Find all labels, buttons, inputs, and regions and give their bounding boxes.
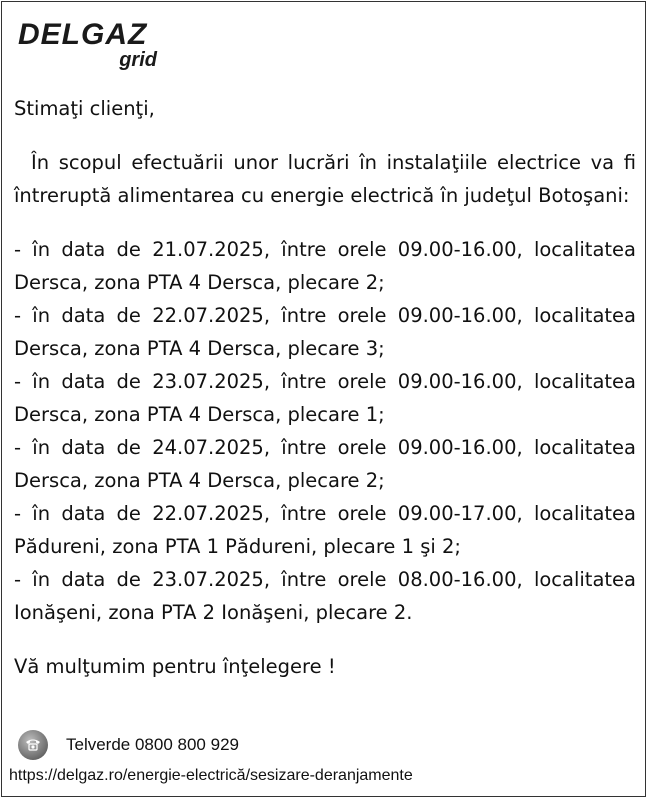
outage-item: - în data de 22.07.2025, între orele 09.00-16.00, localitatea Dersca, zona PTA 4 Dersca, plecare 3; <box>14 304 636 360</box>
outage-item: - în data de 22.07.2025, între orele 09.00-17.00, localitatea Pădureni, zona PTA 1 Pădureni, plecare 1 şi 2; <box>14 502 636 558</box>
logo-sub: grid <box>119 49 157 71</box>
outage-item: - în data de 23.07.2025, între orele 09.00-16.00, localitatea Dersca, zona PTA 4 Dersca, plecare 1; <box>14 370 636 426</box>
thanks-text: Vă mulţumim pentru înţelegere ! <box>14 655 336 678</box>
phone-number: Telverde 0800 800 929 <box>66 735 239 754</box>
logo-brand: DELGAZ <box>18 18 148 51</box>
outage-item: - în data de 23.07.2025, între orele 08.00-16.00, localitatea Ionăşeni, zona PTA 2 Ionăşeni, plecare 2. <box>14 568 636 624</box>
footer-url-link[interactable]: https://delgaz.ro/energie-electrică/sesizare-deranjamente <box>9 767 413 784</box>
telephone-icon <box>18 730 48 760</box>
notice-body <box>14 92 636 683</box>
contact-line <box>18 730 239 760</box>
greeting: Stimaţi clienţi, <box>14 97 155 120</box>
outage-item: - în data de 24.07.2025, între orele 09.00-16.00, localitatea Dersca, zona PTA 4 Dersca, plecare 2; <box>14 436 636 492</box>
outage-list <box>14 233 636 629</box>
intro-paragraph: În scopul efectuării unor lucrări în instalaţiile electrice va fi întreruptă alimentarea cu energie electrică în judeţul Botoşani: <box>14 151 636 207</box>
outage-item: - în data de 21.07.2025, între orele 09.00-16.00, localitatea Dersca, zona PTA 4 Dersca, plecare 2; <box>14 238 636 294</box>
delgaz-grid-logo <box>18 18 163 76</box>
